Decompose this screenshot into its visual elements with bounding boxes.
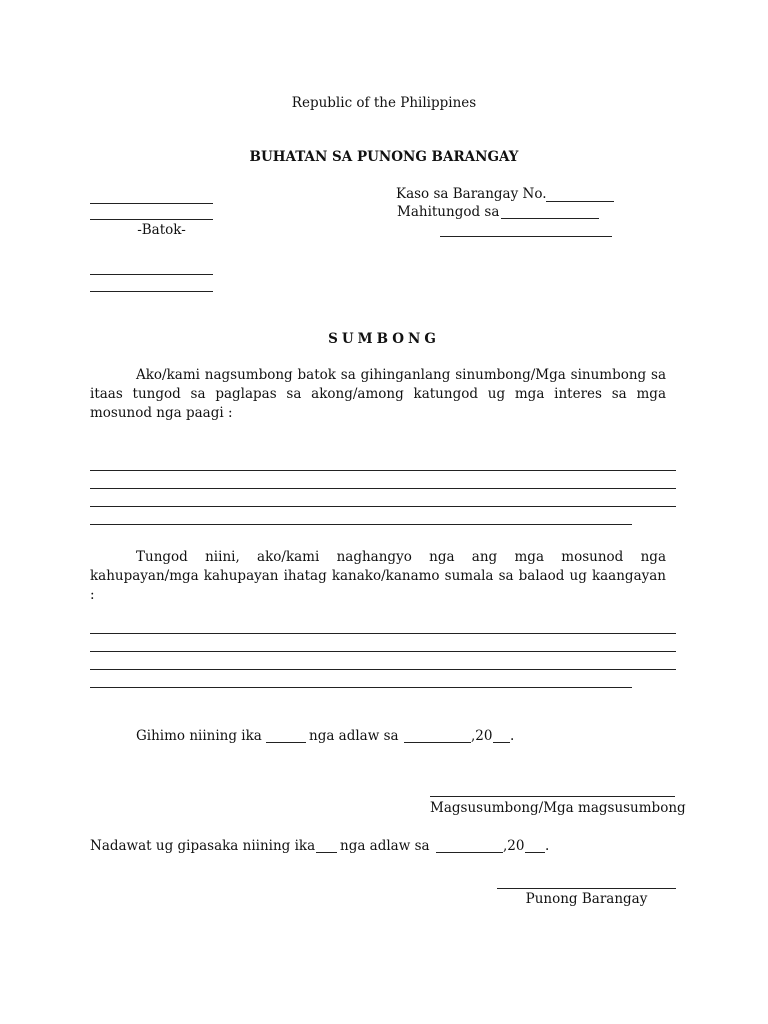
punong-signature-line[interactable] (497, 888, 676, 889)
complaint-line-4[interactable] (90, 524, 632, 525)
nadawat-day-field[interactable] (316, 852, 337, 853)
nadawat-month-field[interactable] (436, 852, 503, 853)
nadawat-prefix: Nadawat ug gipasaka niining ika (90, 838, 316, 854)
punong-signature-label: Punong Barangay (525, 891, 648, 907)
relief-paragraph: Tungod niini, ako/kami naghangyo nga ang mga mosunod nga kahupayan/mga kahupayan ihatag kanako/kanamo sumala sa balaod ug kaangayan : (90, 549, 666, 603)
case-number-field[interactable] (546, 201, 614, 202)
complainant-name-line-2[interactable] (90, 219, 213, 220)
kaso-label: Kaso sa Barangay No. (396, 186, 547, 202)
mahitungod-label: Mahitungod sa (397, 204, 500, 220)
complaint-line-1[interactable] (90, 470, 676, 471)
gihimo-mid: nga adlaw sa (309, 728, 399, 744)
nadawat-year-field[interactable] (525, 852, 545, 853)
republic-heading: Republic of the Philippines (291, 95, 477, 111)
gihimo-day-field[interactable] (266, 742, 306, 743)
complaint-paragraph: Ako/kami nagsumbong batok sa gihinganlang sinumbong/Mga sinumbong sa itaas tungod sa paglapas sa akong/among katungod ug mga interes sa mga mosunod nga paagi : (90, 367, 666, 421)
sumbong-title: SUMBONG (328, 331, 440, 347)
gihimo-month-field[interactable] (404, 742, 471, 743)
batok-label: -Batok- (137, 222, 186, 238)
respondent-name-line-2[interactable] (90, 291, 213, 292)
gihimo-year-field[interactable] (493, 742, 510, 743)
gihimo-year-prefix: ,20 (471, 728, 493, 744)
subject-field-line-2[interactable] (440, 236, 612, 237)
relief-line-1[interactable] (90, 633, 676, 634)
relief-line-2[interactable] (90, 651, 676, 652)
complainant-signature-label: Magsusumbong/Mga magsusumbong (430, 800, 686, 816)
complaint-line-2[interactable] (90, 488, 676, 489)
relief-line-4[interactable] (90, 687, 632, 688)
respondent-name-line-1[interactable] (90, 274, 213, 275)
office-heading: BUHATAN SA PUNONG BARANGAY (249, 149, 519, 165)
complainant-signature-line[interactable] (430, 796, 675, 797)
complainant-name-line-1[interactable] (90, 203, 213, 204)
complaint-line-3[interactable] (90, 506, 676, 507)
nadawat-end: . (545, 838, 550, 854)
gihimo-end: . (510, 728, 515, 744)
nadawat-mid: nga adlaw sa (340, 838, 430, 854)
nadawat-year-prefix: ,20 (503, 838, 525, 854)
gihimo-prefix: Gihimo niining ika (136, 728, 262, 744)
subject-field[interactable] (501, 218, 599, 219)
relief-line-3[interactable] (90, 669, 676, 670)
